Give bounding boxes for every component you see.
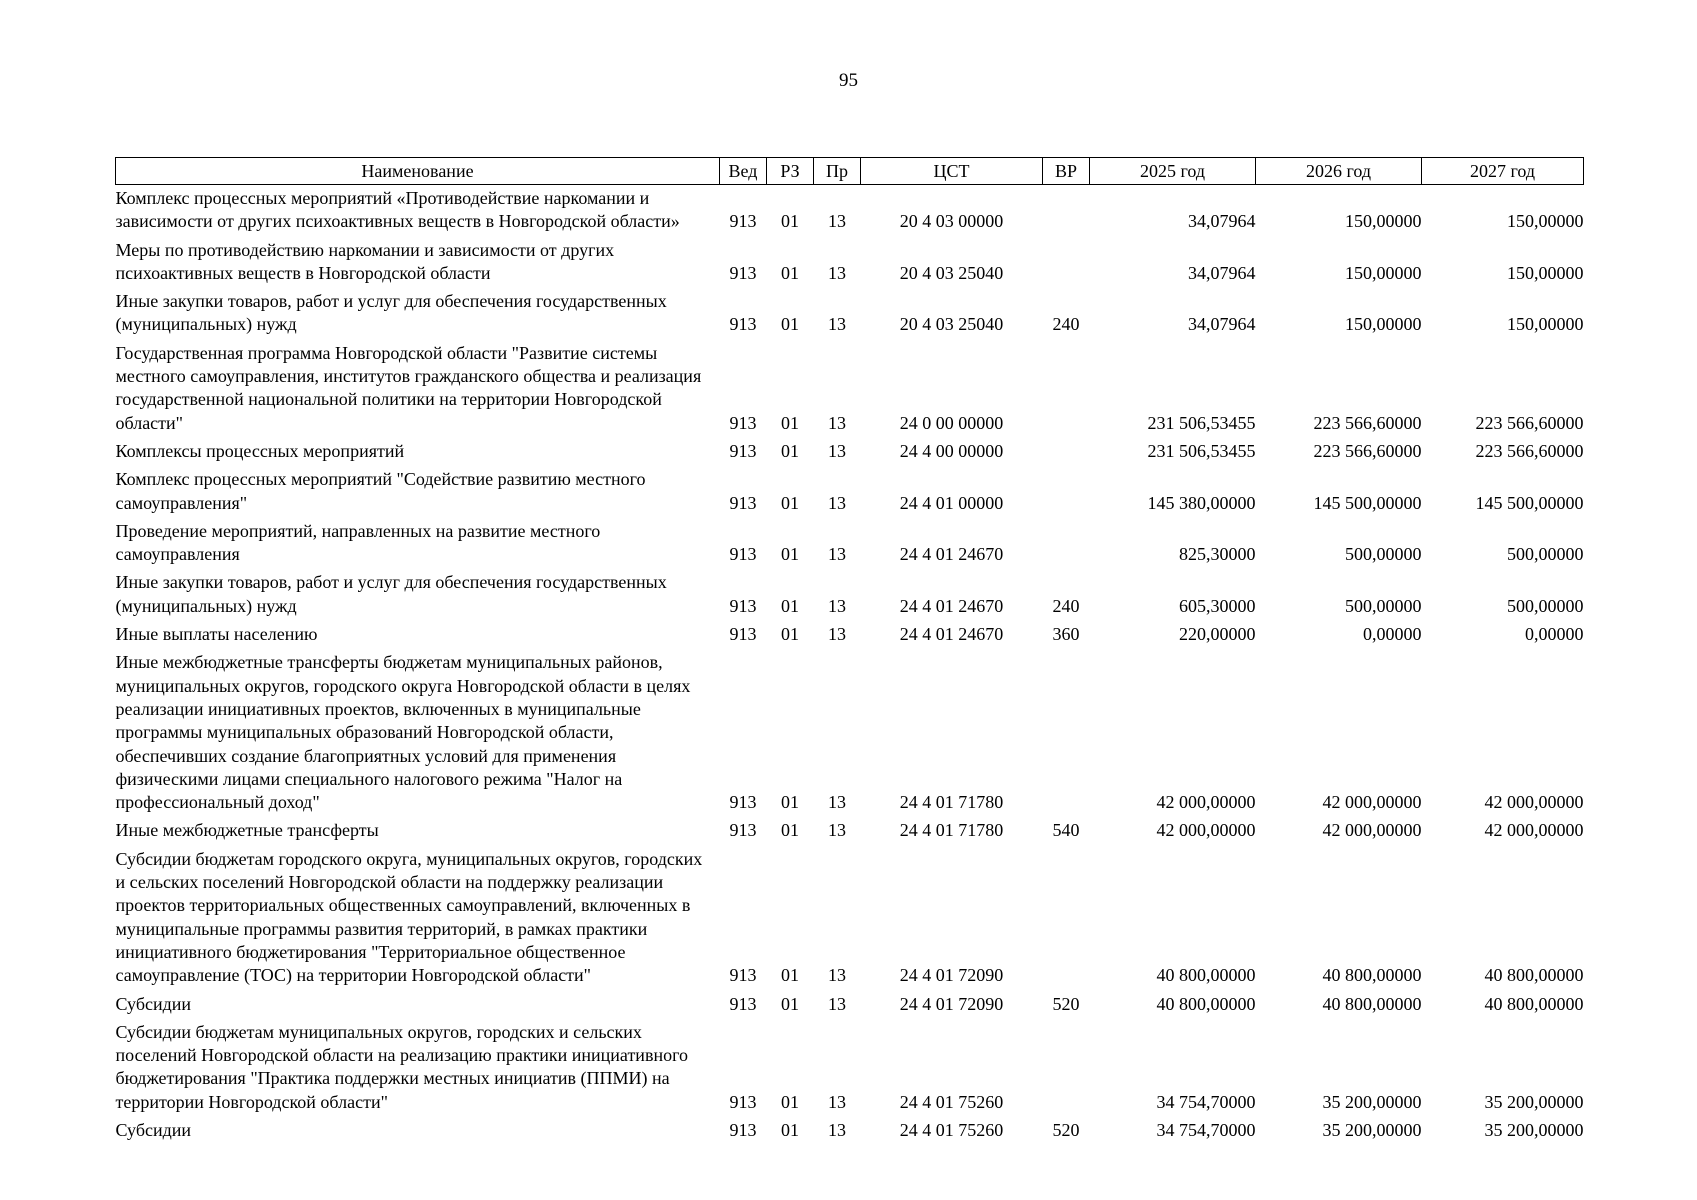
row-amount-2026: 42 000,00000 (1322, 792, 1422, 813)
row-ved: 913 (729, 624, 757, 645)
row-pr: 13 (828, 492, 846, 513)
row-ved: 913 (729, 1091, 757, 1112)
row-name: Комплекс процессных мероприятий «Противодействие наркомании и зависимости от других психоактивных веществ в Новгородской области» (115, 188, 680, 232)
row-amount-2027: 35 200,00000 (1484, 1091, 1584, 1112)
row-name: Иные межбюджетные трансферты бюджетам муниципальных районов, муниципальных округов, городского округа Новгородской области в целях реализации инициативных проектов, включенных в муниципальные программы муниципальных образований Новгородской области, обеспечивших создание благоприятных условий для применения физическими лицами специального налогового режима "Налог на профессиональный доход" (115, 652, 691, 813)
row-pr: 13 (828, 211, 846, 232)
row-cst: 24 4 01 75260 (899, 1091, 1004, 1112)
table-row (116, 1119, 1584, 1147)
table-header-row (116, 158, 1584, 185)
row-amount-2027: 223 566,60000 (1475, 412, 1584, 433)
row-rz: 01 (781, 314, 799, 335)
header-pr: Пр (814, 158, 861, 185)
row-name: Государственная программа Новгородской области "Развитие системы местного самоуправления, институтов гражданского общества и реализация государственной национальной политики на территории Новгородской области" (115, 342, 702, 433)
row-amount-2025: 40 800,00000 (1156, 993, 1256, 1014)
row-amount-2025: 42 000,00000 (1156, 820, 1256, 841)
row-amount-2026: 40 800,00000 (1322, 993, 1422, 1014)
row-name: Комплекс процессных мероприятий "Содействие развитию местного самоуправления" (115, 469, 646, 513)
row-amount-2026: 35 200,00000 (1322, 1119, 1422, 1140)
budget-table (115, 157, 1584, 1147)
row-amount-2025: 145 380,00000 (1147, 492, 1256, 513)
header-rz: РЗ (767, 158, 814, 185)
row-rz: 01 (781, 965, 799, 986)
row-ved: 913 (729, 412, 757, 433)
row-pr: 13 (828, 1091, 846, 1112)
row-vr: 240 (1052, 595, 1080, 616)
table-row (116, 819, 1584, 847)
row-cst: 24 4 01 24670 (899, 544, 1004, 565)
table-row (116, 623, 1584, 651)
table-row (116, 290, 1584, 342)
row-rz: 01 (781, 262, 799, 283)
row-name: Субсидии бюджетам городского округа, муниципальных округов, городских и сельских поселений Новгородской области на поддержку реализации проектов территориальных общественных самоуправлений, включенных в муниципальные программы развития территорий, в рамках практики инициативного бюджетирования "Территориальное общественное самоуправление (ТОС) на территории Новгородской области" (115, 848, 703, 986)
table-row (116, 520, 1584, 572)
row-name: Проведение мероприятий, направленных на развитие местного самоуправления (115, 520, 601, 565)
row-amount-2027: 150,00000 (1507, 314, 1584, 335)
row-name: Иные закупки товаров, работ и услуг для обеспечения государственных (муниципальных) нужд (115, 291, 667, 335)
header-2026: 2026 год (1256, 158, 1422, 185)
row-rz: 01 (781, 412, 799, 433)
row-ved: 913 (729, 1119, 757, 1140)
row-pr: 13 (828, 595, 846, 616)
header-cst: ЦСТ (861, 158, 1043, 185)
row-pr: 13 (828, 440, 846, 461)
row-amount-2026: 145 500,00000 (1313, 492, 1422, 513)
row-pr: 13 (828, 412, 846, 433)
row-amount-2025: 231 506,53455 (1147, 412, 1256, 433)
row-pr: 13 (828, 820, 846, 841)
row-ved: 913 (729, 544, 757, 565)
row-amount-2027: 145 500,00000 (1475, 492, 1584, 513)
row-pr: 13 (828, 993, 846, 1014)
page-number: 95 (839, 70, 858, 91)
row-cst: 24 4 01 24670 (899, 595, 1004, 616)
header-2025: 2025 год (1090, 158, 1256, 185)
row-cst: 20 4 03 25040 (899, 314, 1004, 335)
row-cst: 24 4 01 24670 (899, 624, 1004, 645)
table-row (116, 468, 1584, 520)
row-name: Субсидии (115, 993, 192, 1014)
row-amount-2027: 42 000,00000 (1484, 792, 1584, 813)
row-vr (1043, 185, 1090, 239)
row-pr: 13 (828, 624, 846, 645)
row-amount-2027: 500,00000 (1507, 595, 1584, 616)
table-row (116, 342, 1584, 440)
row-amount-2027: 500,00000 (1507, 544, 1584, 565)
table-row (116, 440, 1584, 468)
row-amount-2027: 150,00000 (1507, 211, 1584, 232)
table-row (116, 185, 1584, 239)
row-ved: 913 (729, 792, 757, 813)
row-amount-2025: 34,07964 (1188, 262, 1256, 283)
row-cst: 24 0 00 00000 (899, 412, 1004, 433)
row-name: Иные межбюджетные трансферты (115, 820, 379, 841)
row-name: Субсидии бюджетам муниципальных округов, городских и сельских поселений Новгородской области на реализацию практики инициативного бюджетирования "Практика поддержки местных инициатив (ППМИ) на территории Новгородской области" (115, 1021, 689, 1112)
row-ved: 913 (729, 595, 757, 616)
row-rz: 01 (781, 624, 799, 645)
row-cst: 20 4 03 25040 (899, 262, 1004, 283)
row-cst: 24 4 01 71780 (899, 820, 1004, 841)
row-amount-2025: 42 000,00000 (1156, 792, 1256, 813)
row-cst: 24 4 01 72090 (899, 965, 1004, 986)
table-row (116, 1021, 1584, 1119)
row-amount-2026: 150,00000 (1345, 314, 1422, 335)
row-amount-2025: 825,30000 (1179, 544, 1256, 565)
row-rz: 01 (781, 211, 799, 232)
row-amount-2026: 223 566,60000 (1313, 440, 1422, 461)
row-pr: 13 (828, 314, 846, 335)
row-amount-2026: 0,00000 (1363, 624, 1422, 645)
row-vr (1043, 468, 1090, 520)
row-name: Иные выплаты населению (115, 624, 318, 645)
row-cst: 24 4 00 00000 (899, 440, 1004, 461)
table-row (116, 651, 1584, 819)
row-ved: 913 (729, 492, 757, 513)
row-rz: 01 (781, 492, 799, 513)
header-vr: ВР (1043, 158, 1090, 185)
row-amount-2027: 42 000,00000 (1484, 820, 1584, 841)
row-amount-2025: 34 754,70000 (1156, 1119, 1256, 1140)
header-name: Наименование (116, 158, 720, 185)
row-ved: 913 (729, 440, 757, 461)
row-vr: 360 (1052, 624, 1080, 645)
row-ved: 913 (729, 965, 757, 986)
row-vr: 240 (1052, 314, 1080, 335)
table-body (116, 185, 1584, 1148)
row-cst: 24 4 01 00000 (899, 492, 1004, 513)
table-row (116, 848, 1584, 993)
row-pr: 13 (828, 965, 846, 986)
row-ved: 913 (729, 993, 757, 1014)
row-amount-2026: 500,00000 (1345, 595, 1422, 616)
row-vr (1043, 848, 1090, 993)
row-amount-2027: 40 800,00000 (1484, 965, 1584, 986)
row-rz: 01 (781, 792, 799, 813)
row-amount-2025: 34,07964 (1188, 211, 1256, 232)
row-amount-2027: 150,00000 (1507, 262, 1584, 283)
row-amount-2026: 150,00000 (1345, 262, 1422, 283)
row-rz: 01 (781, 440, 799, 461)
row-amount-2027: 0,00000 (1525, 624, 1584, 645)
row-vr (1043, 239, 1090, 291)
table-row (116, 993, 1584, 1021)
row-cst: 24 4 01 71780 (899, 792, 1004, 813)
row-name: Комплексы процессных мероприятий (115, 440, 405, 461)
row-amount-2026: 500,00000 (1345, 544, 1422, 565)
row-amount-2025: 34,07964 (1188, 314, 1256, 335)
row-vr: 520 (1052, 1119, 1080, 1140)
row-rz: 01 (781, 1119, 799, 1140)
table-row (116, 571, 1584, 623)
row-amount-2026: 35 200,00000 (1322, 1091, 1422, 1112)
row-amount-2025: 34 754,70000 (1156, 1091, 1256, 1112)
row-rz: 01 (781, 993, 799, 1014)
row-vr (1043, 342, 1090, 440)
row-pr: 13 (828, 544, 846, 565)
row-amount-2026: 42 000,00000 (1322, 820, 1422, 841)
row-rz: 01 (781, 820, 799, 841)
row-cst: 24 4 01 72090 (899, 993, 1004, 1014)
row-vr (1043, 651, 1090, 819)
row-name: Меры по противодействию наркомании и зависимости от других психоактивных веществ в Новгородской области (115, 239, 615, 283)
row-amount-2027: 40 800,00000 (1484, 993, 1584, 1014)
row-name: Субсидии (115, 1119, 192, 1140)
row-amount-2027: 223 566,60000 (1475, 440, 1584, 461)
header-2027: 2027 год (1422, 158, 1584, 185)
row-rz: 01 (781, 595, 799, 616)
row-pr: 13 (828, 262, 846, 283)
row-amount-2026: 150,00000 (1345, 211, 1422, 232)
row-ved: 913 (729, 262, 757, 283)
row-amount-2025: 231 506,53455 (1147, 440, 1256, 461)
row-vr: 520 (1052, 993, 1080, 1014)
row-amount-2025: 40 800,00000 (1156, 965, 1256, 986)
row-amount-2027: 35 200,00000 (1484, 1119, 1584, 1140)
row-vr (1043, 1021, 1090, 1119)
table-row (116, 239, 1584, 291)
row-ved: 913 (729, 820, 757, 841)
row-vr (1043, 520, 1090, 572)
header-ved: Вед (720, 158, 767, 185)
row-amount-2026: 40 800,00000 (1322, 965, 1422, 986)
row-rz: 01 (781, 544, 799, 565)
row-name: Иные закупки товаров, работ и услуг для обеспечения государственных (муниципальных) нужд (115, 572, 667, 616)
row-pr: 13 (828, 1119, 846, 1140)
row-vr (1043, 440, 1090, 468)
row-rz: 01 (781, 1091, 799, 1112)
row-ved: 913 (729, 211, 757, 232)
row-amount-2025: 605,30000 (1179, 595, 1256, 616)
row-ved: 913 (729, 314, 757, 335)
row-pr: 13 (828, 792, 846, 813)
row-cst: 24 4 01 75260 (899, 1119, 1004, 1140)
row-amount-2026: 223 566,60000 (1313, 412, 1422, 433)
row-cst: 20 4 03 00000 (899, 211, 1004, 232)
row-amount-2025: 220,00000 (1179, 624, 1256, 645)
row-vr: 540 (1052, 820, 1080, 841)
